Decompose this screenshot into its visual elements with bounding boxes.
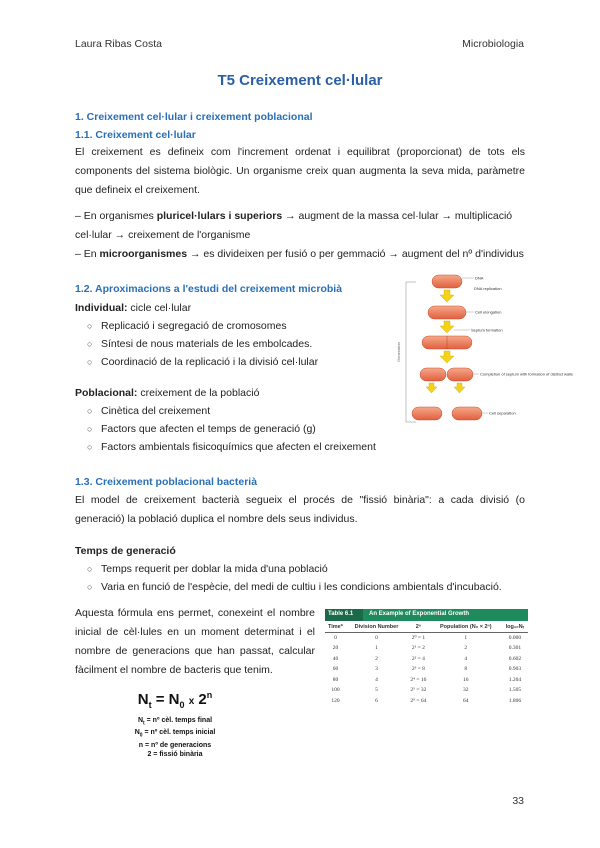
arrow-1: [440, 290, 454, 302]
poblacional-item-3: ○ Factors ambientals fisicoquímics que afecten el creixement: [87, 441, 376, 453]
table-cell: 0: [334, 635, 337, 641]
microorganisms-line: – En microorganismes → es divideixen per fusió o per gemmació → augment del nº d'individus: [75, 248, 524, 260]
table-cell: 5: [375, 687, 378, 694]
col-log: log₁₀Nₜ: [502, 621, 528, 633]
table-cell: 2: [375, 655, 378, 662]
table-cell: 2² = 4: [411, 655, 425, 662]
header-author: Laura Ribas Costa: [75, 38, 162, 50]
table-row: [325, 685, 528, 696]
table-cell: 32: [463, 687, 469, 694]
table-cell: 4: [464, 655, 468, 662]
formula-legend-2: $N_0$ = nº cèl. temps inicial: [134, 729, 216, 739]
fig-label-elongation: Cell elongation: [475, 309, 502, 315]
table-row: [325, 675, 528, 686]
table-row: [325, 654, 528, 665]
table-cell: 60: [332, 666, 339, 673]
fig-label-separation: Cell separation: [489, 410, 516, 416]
poblacional-line: Poblacional: creixement de la població: [75, 387, 260, 399]
page-title: T5 Creixement cel·lular: [217, 72, 383, 89]
section-1-1-paragraph: El creixement es defineix com l'increment ordenat i equilibrat (proporcionat) de tots els components del sistema biològic. Un organisme creix quan augmenta la seva mida, paràmetre que defineix el creixement.: [75, 146, 525, 196]
pluricellular-line-cont: cel·lular → creixement de l'organisme: [75, 229, 251, 241]
table-header-row: [325, 621, 528, 633]
table-cell: 1: [375, 645, 378, 652]
fig-label-generation: Generation: [396, 342, 401, 362]
individual-item-3: ○ Coordinació de la replicació i la divisió cel·lular: [87, 356, 319, 368]
table-cell: 1.204: [508, 676, 522, 683]
col-division: Division Number: [346, 621, 407, 633]
col-population: Population (N₀ × 2ⁿ): [430, 621, 502, 633]
generation-time-heading: Temps de generació: [75, 545, 176, 557]
table-cell: 0.000: [508, 635, 522, 641]
table-row: [325, 696, 528, 707]
generation-time-item-1: ○ Temps requerit per doblar la mida d'una població: [87, 563, 328, 575]
table-cell: 6: [375, 697, 378, 704]
table-cell: 2⁶ = 64: [410, 697, 427, 704]
table-cell: 0.903: [508, 666, 522, 673]
table-row: [325, 643, 528, 654]
table-cell: 2⁰ = 1: [411, 635, 426, 641]
fig-label-dna: DNA: [475, 275, 484, 281]
fig-label-completion: Completion of septum with formation of distinct walls: [480, 371, 573, 377]
individual-item-2: ○ Síntesi de nous materials de les embolcades.: [87, 338, 313, 350]
table-cell: 4: [375, 676, 378, 683]
table-cell: 1.806: [508, 697, 522, 704]
table-cell: 120: [331, 697, 340, 704]
table-cell: 16: [463, 676, 469, 683]
binary-fission-figure: [394, 270, 573, 430]
fig-label-replication: DNA replication: [474, 286, 502, 291]
table-number: Table 6.1: [325, 609, 363, 621]
poblacional-item-2: ○ Factors que afecten el temps de generació (g): [87, 423, 316, 435]
formula-main: $N_t = N_0$ x 2$^n$: [137, 690, 213, 710]
table-row: [325, 633, 528, 644]
table-cell: 2⁴ = 16: [410, 676, 427, 683]
cell-stage-1: [432, 275, 462, 288]
formula-legend-4: 2 = fissió binària: [147, 750, 203, 758]
poblacional-item-1: ○ Cinètica del creixement: [87, 405, 211, 417]
table-cell: 0.301: [508, 645, 522, 652]
col-time: Time*: [325, 621, 346, 633]
section-1-2-heading: 1.2. Aproximacions a l'estudi del creixement microbià: [75, 283, 343, 295]
table-cell: 2⁵ = 32: [410, 687, 427, 694]
arrow-4b: [454, 383, 465, 393]
header-subject: Microbiologia: [462, 38, 524, 50]
table-cell: 2: [464, 645, 468, 652]
table-cell: 0.602: [508, 655, 522, 662]
table-cell: 1: [464, 635, 468, 641]
cell-stage-4a: [420, 368, 446, 381]
section-1-3-paragraph: El model de creixement bacterià segueix el procés de "fissió binària": a cada divisió (o generació) la població duplica el nombre dels seus individus.: [75, 494, 525, 525]
table-cell: 80: [332, 676, 339, 683]
section-1-3-heading: 1.3. Creixement poblacional bacterià: [75, 476, 258, 488]
formula-legend-3: n = nº de generacions: [138, 741, 212, 749]
cell-stage-5a: [412, 407, 442, 420]
table-cell: 2³ = 8: [411, 666, 425, 673]
table-cell: 1.505: [508, 687, 522, 694]
pluricellular-line: – En organismes pluricel·lulars i superiors → augment de la massa cel·lular → multiplicació: [75, 210, 513, 222]
arrow-3: [440, 351, 454, 363]
formula-legend-1: $N_t$ = nº cèl. temps final: [137, 717, 213, 727]
individual-item-1: ○ Replicació i segregació de cromosomes: [87, 320, 287, 332]
table-cell: 3: [375, 666, 378, 673]
table-title: An Example of Exponential Growth: [363, 609, 528, 621]
table-cell: 100: [331, 687, 340, 694]
formula-paragraph: Aquesta fórmula ens permet, conexeint el nombre inicial de cèl·lules en un moment determinat i el nombre de generacions que han passat, calcular fàcilment el nombre de bacteris que tenim.: [75, 607, 315, 676]
cell-stage-2: [428, 306, 466, 319]
page-number: 33: [512, 795, 524, 807]
cell-stage-5b: [452, 407, 482, 420]
table-row: [325, 664, 528, 675]
section-1-1-heading: 1.1. Creixement cel·lular: [75, 129, 196, 141]
individual-line: Individual: cicle cel·lular: [75, 302, 192, 314]
table-cell: 0: [375, 635, 378, 641]
table-cell: 8: [464, 666, 468, 673]
section-1-heading: 1. Creixement cel·lular i creixement poblacional: [75, 111, 313, 123]
exponential-growth-table: [325, 609, 528, 706]
arrow-4a: [426, 383, 437, 393]
table-cell: 20: [332, 645, 339, 652]
growth-formula: [110, 690, 240, 759]
cell-stage-4b: [447, 368, 473, 381]
table-cell: 40: [332, 655, 339, 662]
table-cell: 2¹ = 2: [411, 645, 425, 652]
generation-time-item-2: ○ Varia en funció de l'espècie, del medi de cultiu i les condicions ambientals d'incubació.: [87, 581, 502, 593]
table-cell: 64: [463, 697, 469, 704]
fig-label-septum: Septum formation: [471, 327, 503, 333]
col-power: 2ⁿ: [407, 621, 429, 633]
table-caption: [325, 609, 528, 621]
arrow-2: [440, 321, 454, 333]
